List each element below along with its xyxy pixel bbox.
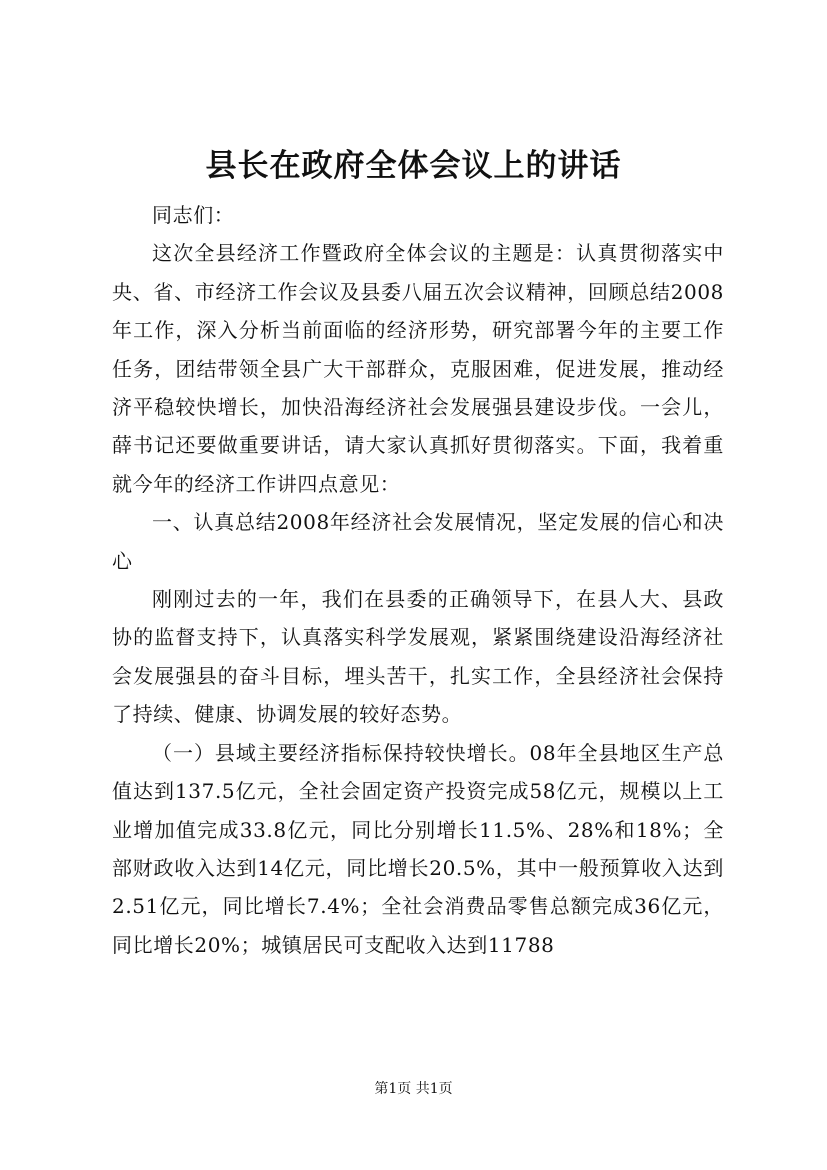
document-body <box>112 196 724 964</box>
salutation: 同志们： <box>152 203 235 227</box>
paragraph-intro: 这次全县经济工作暨政府全体会议的主题是：认真贯彻落实中央、省、市经济工作会议及县委八届五次会议精神，回顾总结2008年工作，深入分析当前面临的经济形势，研究部署今年的主要工作任务，团结带领全县广大干部群众，克服困难，促进发展，推动经济平稳较快增长，加快沿海经济社会发展强县建设步伐。一会儿，薛书记还要做重要讲话，请大家认真抓好贯彻落实。下面，我着重就今年的经济工作讲四点意见： <box>112 241 724 496</box>
paragraph-indicators: （一）县域主要经济指标保持较快增长。08年全县地区生产总值达到137.5亿元，全社会固定资产投资完成58亿元，规模以上工业增加值完成33.8亿元，同比分别增长11.5%、28%和18%；全部财政收入达到14亿元，同比增长20.5%，其中一般预算收入达到2.51亿元，同比增长7.4%；全社会消费品零售总额完成36亿元，同比增长20%；城镇居民可支配收入达到11788 <box>112 740 724 957</box>
section-heading-1: 一、认真总结2008年经济社会发展情况，坚定发展的信心和决心 <box>112 510 724 573</box>
page-footer: 第1页 共1页 <box>374 1081 453 1097</box>
paragraph-review: 刚刚过去的一年，我们在县委的正确领导下，在县人大、县政协的监督支持下，认真落实科学发展观，紧紧围绕建设沿海经济社会发展强县的奋斗目标，埋头苦干，扎实工作，全县经济社会保持了持续、健康、协调发展的较好态势。 <box>112 587 724 727</box>
document-title: 县长在政府全体会议上的讲话 <box>205 148 622 184</box>
